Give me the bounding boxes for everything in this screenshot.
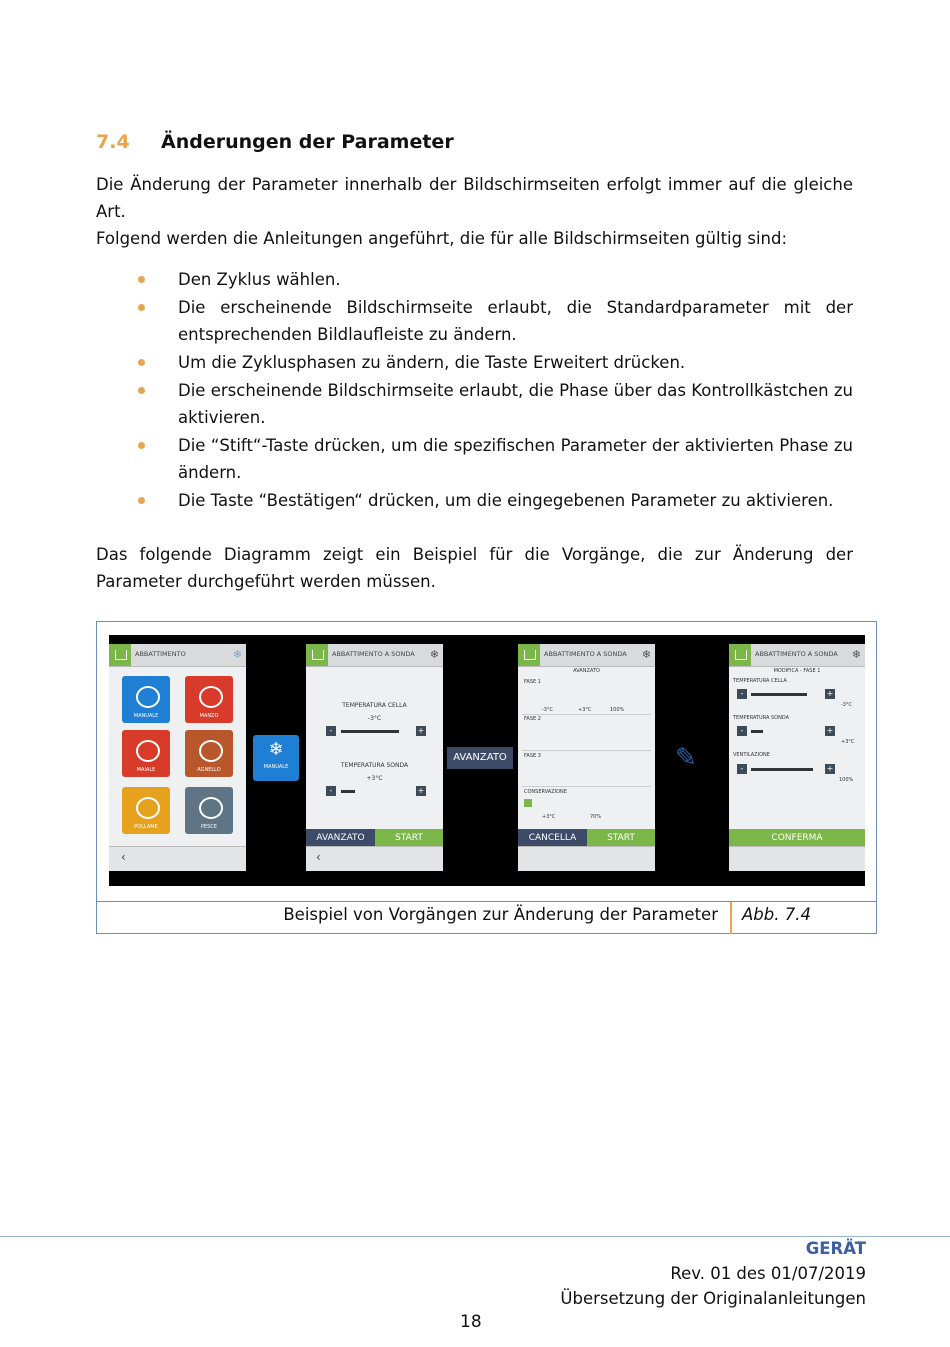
list-item: Die Taste “Bestätigen“ drücken, um die eingegebenen Parameter zu aktivieren. [96, 487, 853, 514]
manuale-selected-tile [253, 735, 299, 781]
bullet-icon [138, 387, 145, 394]
screen-title: ABBATTIMENTO A SONDA [544, 650, 627, 658]
param-value: +3°C [366, 775, 383, 782]
tile-manzo: MANZO [185, 676, 233, 723]
home-icon [729, 644, 751, 666]
settings-icon: ❄ [429, 648, 439, 661]
home-icon [109, 644, 131, 666]
screen-title: ABBATTIMENTO [135, 650, 186, 658]
screen-topbar [518, 644, 655, 667]
screen-title: ABBATTIMENTO A SONDA [755, 650, 838, 658]
screen-abbattimento-sonda [306, 644, 443, 871]
tile-pesce: PESCE [185, 787, 233, 834]
slider-track [751, 768, 813, 771]
list-item: Die “Stift“-Taste drücken, um die spezifischen Parameter der aktivierten Phase zu ändern. [96, 432, 853, 486]
screen-bottom-nav [109, 846, 246, 871]
bullet-icon [138, 359, 145, 366]
param-value: 100% [839, 777, 854, 783]
tile-maiale: MAIALE [122, 730, 170, 777]
tile-manuale: MANUALE [122, 676, 170, 723]
phase-value: +3°C [542, 814, 556, 820]
screen-abbattimento [109, 644, 246, 871]
settings-icon: ❄ [851, 648, 861, 661]
minus-button: - [326, 786, 336, 796]
screen-subtitle: MODIFICA - FASE 1 [773, 668, 821, 674]
plus-button: + [417, 786, 425, 795]
figure-caption: Beispiel von Vorgängen zur Änderung der Parameter [283, 905, 718, 924]
screen-bottom-nav [306, 846, 443, 871]
plus-button: + [417, 726, 425, 735]
avanzato-button: AVANZATO [306, 829, 375, 847]
minus-button: - [737, 726, 747, 736]
param-value: -3°C [841, 702, 852, 708]
home-icon [518, 644, 540, 666]
bullet-icon [138, 442, 145, 449]
phase-value: 100% [610, 707, 625, 713]
snowflake-icon: ❄ [232, 648, 242, 661]
avanzato-label: AVANZATO [447, 747, 513, 769]
back-icon: ‹ [121, 850, 126, 864]
slider-track [751, 730, 763, 733]
list-item: Um die Zyklusphasen zu ändern, die Taste Erweitert drücken. [96, 349, 853, 376]
screen-bottom-nav [518, 846, 655, 871]
screen-avanzato [518, 644, 655, 871]
instruction-list [96, 266, 853, 515]
intro-paragraph-2: Folgend werden die Anleitungen angeführt, die für alle Bildschirmseiten gültig sind: [96, 229, 788, 248]
screen-topbar [306, 644, 443, 667]
phase-value: +3°C [578, 707, 592, 713]
figure-label: Abb. 7.4 [742, 905, 811, 924]
divider [522, 786, 651, 787]
tile-agnello: AGNELLO [185, 730, 233, 777]
cancella-button: CANCELLA [518, 829, 587, 847]
footer-section: GERÄT [805, 1239, 866, 1258]
tile-pollame: POLLAME [122, 787, 170, 834]
figure-image [109, 635, 865, 886]
bullet-icon [138, 497, 145, 504]
minus-button: - [737, 689, 747, 699]
list-item: Die erscheinende Bildschirmseite erlaubt, die Standardparameter mit der entsprechenden Bildlaufleiste zu ändern. [96, 294, 853, 348]
param-label: TEMPERATURA SONDA [733, 715, 790, 721]
phase-label: FASE 2 [524, 716, 541, 722]
divider [522, 714, 651, 715]
intro-paragraph-1: Die Änderung der Parameter innerhalb der Bildschirmseiten erfolgt immer auf die gleiche Art. [96, 175, 853, 221]
bullet-icon [138, 304, 145, 311]
screen-title: ABBATTIMENTO A SONDA [332, 650, 415, 658]
screen-subtitle: AVANZATO [573, 668, 600, 674]
section-number: 7.4 [96, 131, 130, 153]
manuale-label: MANUALE [263, 764, 289, 770]
start-button: START [587, 829, 655, 847]
phase-value: 70% [590, 814, 602, 820]
snowflake-icon: ❄ [268, 739, 284, 760]
plus-button: + [826, 689, 834, 698]
plus-button: + [826, 726, 834, 735]
bullet-icon [138, 276, 145, 283]
plus-button: + [826, 764, 834, 773]
settings-icon: ❄ [641, 648, 651, 661]
slider-track [751, 693, 807, 696]
minus-button: - [326, 726, 336, 736]
param-value: -3°C [367, 715, 382, 722]
phase-value: -3°C [542, 707, 553, 713]
section-title: Änderungen der Parameter [161, 131, 454, 153]
param-label: VENTILAZIONE [733, 752, 770, 758]
home-icon [306, 644, 328, 666]
checkbox-checked [524, 799, 532, 807]
minus-button: - [737, 764, 747, 774]
slider-track [341, 730, 399, 733]
footer-divider [0, 1236, 950, 1237]
screen-modifica-fase [729, 644, 865, 871]
phase-label: FASE 1 [524, 679, 541, 685]
phase-label: CONSERVAZIONE [524, 789, 567, 795]
page-number: 18 [460, 1312, 482, 1332]
caption-divider [96, 901, 877, 902]
screen-topbar [109, 644, 246, 667]
footer-revision: Rev. 01 des 01/07/2019 [670, 1264, 866, 1283]
param-label: TEMPERATURA CELLA [342, 702, 407, 709]
param-label: TEMPERATURA SONDA [340, 762, 409, 769]
back-icon: ‹ [316, 850, 321, 864]
conferma-button: CONFERMA [729, 829, 865, 847]
pencil-icon: ✎ [675, 743, 697, 773]
caption-separator [730, 902, 732, 934]
divider [522, 750, 651, 751]
list-item: Den Zyklus wählen. [96, 266, 853, 293]
phase-label: FASE 3 [524, 753, 541, 759]
screen-bottom-nav [729, 846, 865, 871]
start-button: START [375, 829, 443, 847]
param-label: TEMPERATURA CELLA [733, 678, 787, 684]
diagram-intro: Das folgende Diagramm zeigt ein Beispiel für die Vorgänge, die zur Änderung der Parameter durchgeführt werden müssen. [96, 545, 853, 591]
list-item: Die erscheinende Bildschirmseite erlaubt, die Phase über das Kontrollkästchen zu aktivieren. [96, 377, 853, 431]
screen-topbar [729, 644, 865, 667]
param-value: +3°C [841, 739, 855, 745]
slider-track [341, 790, 355, 793]
footer-translation: Übersetzung der Originalanleitungen [560, 1289, 866, 1308]
